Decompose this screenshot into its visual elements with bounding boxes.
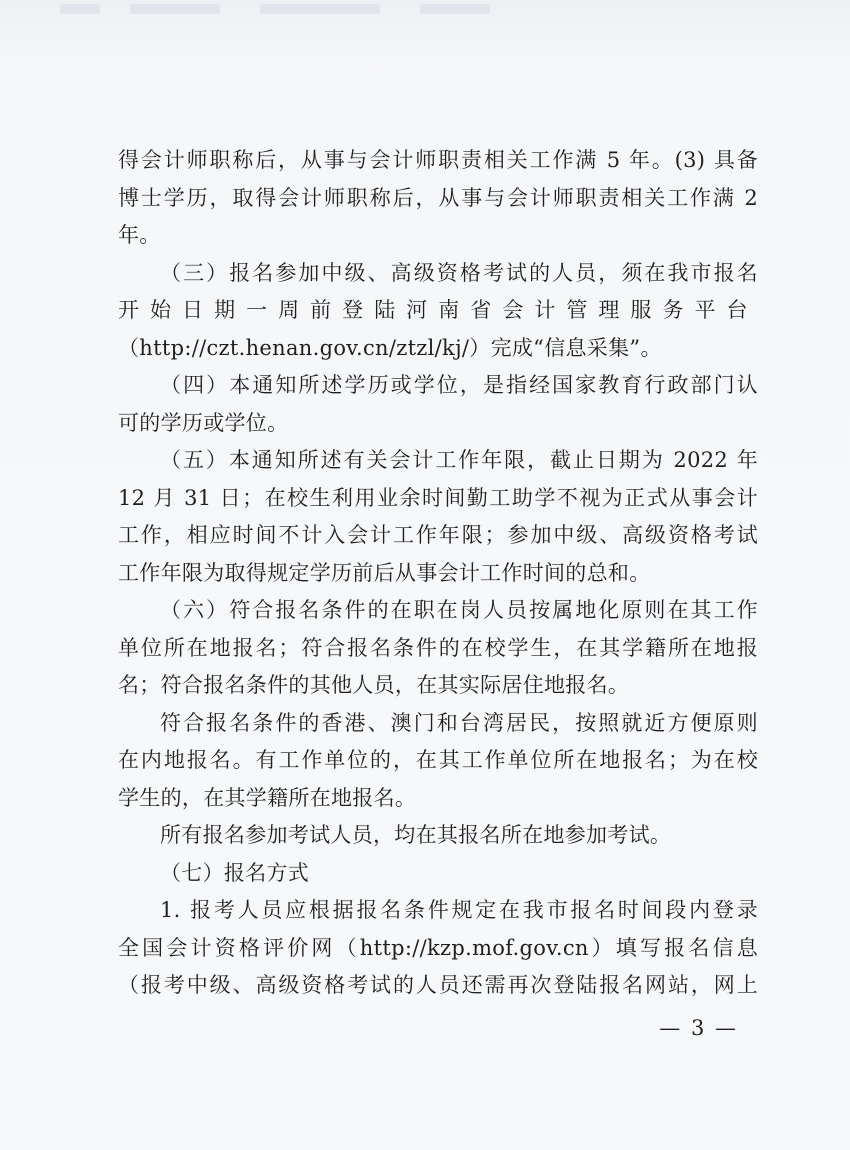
text-line: 学生的，在其学籍所在地报名。 <box>118 785 417 810</box>
text-line: 全国会计资格评价网（http://kzp.mof.gov.cn）填写报名信息 <box>118 935 758 960</box>
text-line: 所有报名参加考试人员，均在其报名所在地参加考试。 <box>160 823 672 847</box>
text-line: 开始日期一周前登陆河南省会计管理服务平台 <box>118 298 758 322</box>
text-line: 单位所在地报名；符合报名条件的在校学生，在其学籍所在地报 <box>118 635 758 660</box>
text-line: 年。 <box>118 223 161 247</box>
text-line: （报考中级、高级资格考试的人员还需再次登陆报名网站，网上 <box>118 973 758 997</box>
text-line: 在内地报名。有工作单位的，在其工作单位所在地报名；为在校 <box>118 748 758 772</box>
text-line: 可的学历或学位。 <box>118 410 289 435</box>
text-line: 名；符合报名条件的其他人员，在其实际居住地报名。 <box>118 673 630 697</box>
text-line: 12 月 31 日；在校生利用业余时间勤工助学不视为正式从事会计 <box>118 485 758 510</box>
text-line: （六）符合报名条件的在职在岗人员按属地化原则在其工作 <box>160 598 758 622</box>
text-line: （五）本通知所述有关会计工作年限，截止日期为 2022 年 <box>160 448 758 472</box>
text-line: 工作年限为取得规定学历前后从事会计工作时间的总和。 <box>118 560 651 585</box>
text-line: 1. 报考人员应根据报名条件规定在我市报名时间段内登录 <box>160 898 758 922</box>
text-line: （http://czt.henan.gov.cn/ztzl/kj/）完成“信息采集”。 <box>118 335 662 360</box>
previous-page-bleed-through <box>60 0 540 28</box>
page-number: — 3 — <box>659 1016 738 1040</box>
text-line: 得会计师职称后，从事与会计师职责相关工作满 5 年。(3) 具备 <box>118 148 758 172</box>
text-line: （四）本通知所述学历或学位，是指经国家教育行政部门认 <box>160 373 758 397</box>
text-line: 工作，相应时间不计入会计工作年限；参加中级、高级资格考试 <box>118 523 758 547</box>
text-line: 符合报名条件的香港、澳门和台湾居民，按照就近方便原则 <box>160 710 758 735</box>
text-line: （七）报名方式 <box>160 860 310 885</box>
body-text <box>118 142 758 1005</box>
text-line: 博士学历，取得会计师职称后，从事与会计师职责相关工作满 2 <box>118 185 758 210</box>
text-line: （三）报名参加中级、高级资格考试的人员，须在我市报名 <box>160 260 758 285</box>
